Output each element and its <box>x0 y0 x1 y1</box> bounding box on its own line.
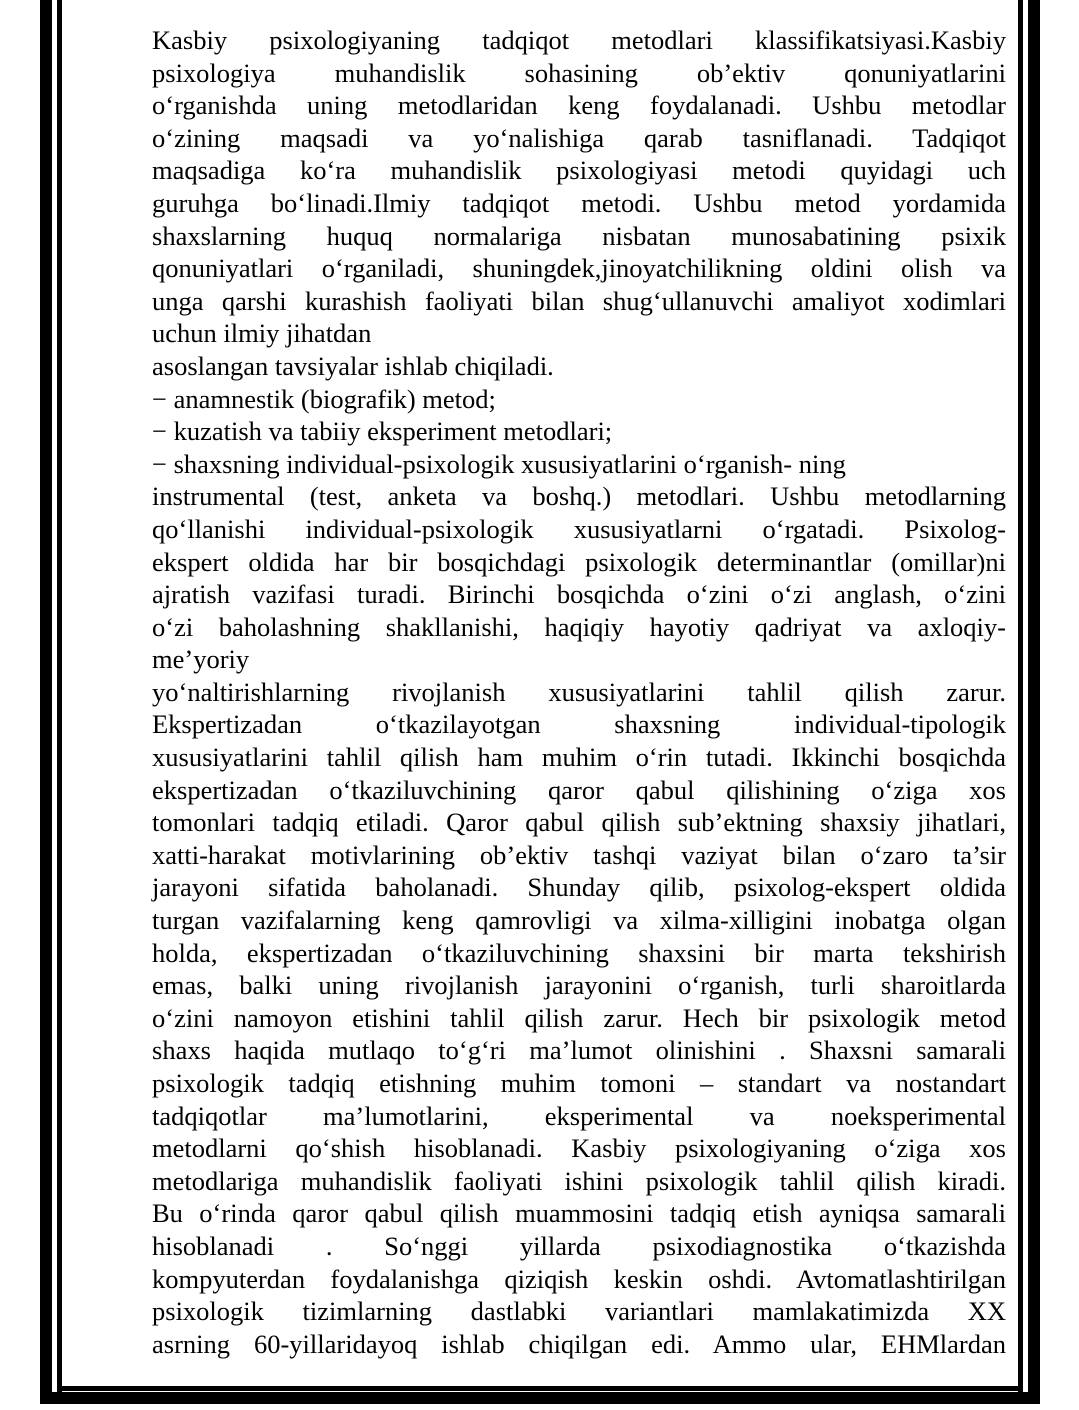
text-line: xususiyatlarini tahlil qilish ham muhim o‘rin tutadi. Ikkinchi bosqichda <box>152 742 1006 773</box>
text-line: o‘rganishda uning metodlaridan keng foydalanadi. Ushbu metodlar <box>152 90 1006 121</box>
text-line: Bu o‘rinda qaror qabul qilish muammosini tadqiq etish ayniqsa samarali <box>152 1198 1006 1229</box>
text-line: ekspert oldida har bir bosqichdagi psixologik determinantlar (omillar)ni <box>152 546 1006 577</box>
text-line: o‘zini namoyon etishini tahlil qilish zarur. Hech bir psixologik metod <box>152 1002 1006 1033</box>
text-line: tadqiqotlar ma’lumotlarini, eksperimental va noeksperimental <box>152 1100 1006 1131</box>
body-text-column <box>152 24 1006 1360</box>
text-line: o‘zining maqsadi va yo‘nalishiga qarab tasniflanadi. Tadqiqot <box>152 122 1006 153</box>
text-line: Ekspertizadan o‘tkazilayotgan shaxsning individual-tipologik <box>152 709 1006 740</box>
text-line: qonuniyatlari o‘rganiladi, shuningdek,jinoyatchilikning oldini olish va <box>152 253 1006 284</box>
text-line: shaxslarning huquq normalariga nisbatan munosabatining psixik <box>152 220 1006 251</box>
text-line: tomonlari tadqiq etiladi. Qaror qabul qilish sub’ektning shaxsiy jihatlari, <box>152 807 1006 838</box>
text-line: me’yoriy <box>152 644 250 675</box>
text-line: jarayoni sifatida baholanadi. Shunday qilib, psixolog-ekspert oldida <box>152 872 1006 903</box>
text-line: − shaxsning individual-psixologik xususiyatlarini o‘rganish- ning <box>152 448 846 479</box>
text-line: hisoblanadi . So‘nggi yillarda psixodiagnostika o‘tkazishda <box>152 1230 1006 1261</box>
text-line: − anamnestik (biografik) metod; <box>152 383 496 414</box>
text-line: psixologik tizimlarning dastlabki variantlari mamlakatimizda XX <box>152 1296 1006 1327</box>
text-line: psixologiya muhandislik sohasining ob’ektiv qonuniyatlarini <box>152 57 1006 88</box>
border-bottom-inner-rule <box>57 1386 1023 1391</box>
text-line: metodlariga muhandislik faoliyati ishini psixologik tahlil qilish kiradi. <box>152 1165 1006 1196</box>
text-line: kompyuterdan foydalanishga qiziqish keskin oshdi. Avtomatlashtirilgan <box>152 1263 1006 1294</box>
text-line: shaxs haqida mutlaqo to‘g‘ri ma’lumot olinishini . Shaxsni samarali <box>152 1035 1006 1066</box>
text-line: uchun ilmiy jihatdan <box>152 318 372 349</box>
border-right-inner-rule <box>1018 0 1023 1398</box>
text-line: unga qarshi kurashish faoliyati bilan shug‘ullanuvchi amaliyot xodimlari <box>152 285 1006 316</box>
text-line: yo‘naltirishlarning rivojlanish xususiyatlarini tahlil qilish zarur. <box>152 676 1006 707</box>
text-line: o‘zi baholashning shakllanishi, haqiqiy hayotiy qadriyat va axloqiy- <box>152 611 1006 642</box>
border-left-inner-rule <box>57 0 62 1398</box>
border-left-outer-rule <box>40 0 52 1404</box>
text-line: emas, balki uning rivojlanish jarayonini o‘rganish, turli sharoitlarda <box>152 970 1006 1001</box>
text-line: Kasbiy psixologiyaning tadqiqot metodlari klassifikatsiyasi.Kasbiy <box>152 25 1006 55</box>
text-line: ekspertizadan o‘tkaziluvchining qaror qabul qilishining o‘ziga xos <box>152 774 1006 805</box>
text-line: guruhga bo‘linadi.Ilmiy tadqiqot metodi. Ushbu metod yordamida <box>152 187 1006 218</box>
text-line: maqsadiga ko‘ra muhandislik psixologiyasi metodi quyidagi uch <box>152 155 1006 186</box>
text-line: psixologik tadqiq etishning muhim tomoni – standart va nostandart <box>152 1068 1006 1098</box>
border-bottom-outer-rule <box>40 1392 1040 1404</box>
text-line: instrumental (test, anketa va boshq.) metodlari. Ushbu metodlarning <box>152 481 1006 512</box>
text-line: ajratish vazifasi turadi. Birinchi bosqichda o‘zini o‘zi anglash, o‘zini <box>152 579 1006 610</box>
text-line: holda, ekspertizadan o‘tkaziluvchining shaxsini bir marta tekshirish <box>152 937 1006 968</box>
text-line: asoslangan tavsiyalar ishlab chiqiladi. <box>152 350 554 381</box>
text-line: metodlarni qo‘shish hisoblanadi. Kasbiy psixologiyaning o‘ziga xos <box>152 1133 1006 1164</box>
text-line: asrning 60-yillaridayoq ishlab chiqilgan edi. Ammo ular, EHMlardan <box>152 1328 1006 1359</box>
text-line: qo‘llanishi individual-psixologik xususiyatlarni o‘rgatadi. Psixolog- <box>152 513 1006 544</box>
text-line: xatti-harakat motivlarining ob’ektiv tashqi vaziyat bilan o‘zaro ta’sir <box>152 839 1006 870</box>
text-line: − kuzatish va tabiiy eksperiment metodlari; <box>152 416 613 447</box>
border-right-outer-rule <box>1028 0 1040 1404</box>
text-line: turgan vazifalarning keng qamrovligi va xilma-xilligini inobatga olgan <box>152 905 1006 936</box>
